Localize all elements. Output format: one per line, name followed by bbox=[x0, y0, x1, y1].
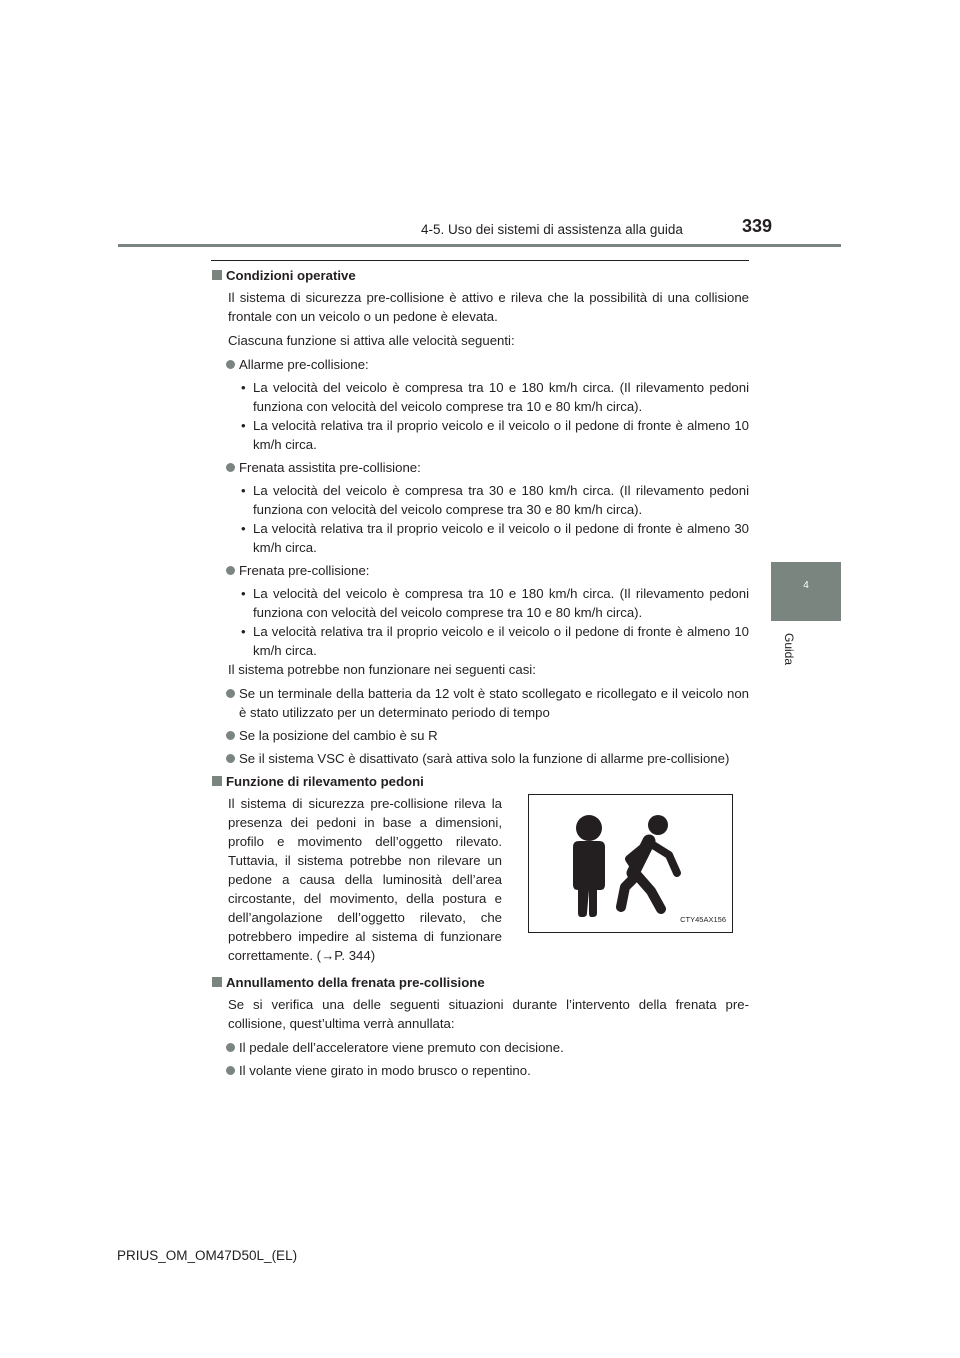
conditions-title: Condizioni operative bbox=[226, 268, 356, 283]
round-bullet-icon bbox=[226, 689, 235, 698]
alarm-item: • La velocità del veicolo è compresa tra 10 e 180 km/h circa. (Il rilevamento pedoni funziona con velocità del veicolo comprese tra 10 e 80 km/h circa). bbox=[241, 380, 749, 414]
conditions-heading bbox=[211, 266, 749, 285]
pedestrian-figure bbox=[528, 794, 733, 933]
brake-item: • La velocità relativa tra il proprio veicolo e il veicolo o il pedone di fronte è almeno 10 km/h circa. bbox=[241, 624, 749, 658]
brake-group bbox=[211, 561, 749, 660]
not-working-item bbox=[211, 749, 749, 768]
figure-code: CTY45AX156 bbox=[680, 915, 726, 924]
header-rule bbox=[118, 244, 841, 247]
page-number: 339 bbox=[742, 216, 773, 236]
alarm-group bbox=[211, 355, 749, 454]
chapter-tab-label-wrap bbox=[782, 633, 802, 677]
round-bullet-icon bbox=[226, 1043, 235, 1052]
cancel-item bbox=[211, 1038, 749, 1057]
assist-label bbox=[211, 458, 749, 477]
assist-item: • La velocità relativa tra il proprio veicolo e il veicolo o il pedone di fronte è almeno 30 km/h circa. bbox=[241, 521, 749, 555]
pedestrian-text: Il sistema di sicurezza pre-collisione rileva la presenza dei pedoni in base a dimensioni, profilo e movimento dell’oggetto rilevato. Tuttavia, il sistema potrebbe non rilevare un pedone a causa della luminosità dell’area circostante, del movimento, della postura e dell’angolazione dell’oggetto rilevato, che potrebbero impedire al sistema di funzionare correttamente. (→P. 344) bbox=[228, 796, 502, 963]
assist-item-text: La velocità relativa tra il proprio veicolo e il veicolo o il pedone di fronte è almeno 30 km/h circa. bbox=[253, 521, 749, 555]
cancel-item-text: Il pedale dell’acceleratore viene premuto con decisione. bbox=[239, 1040, 564, 1055]
alarm-label-text: Allarme pre-collisione: bbox=[239, 357, 369, 372]
square-bullet-icon bbox=[212, 776, 222, 786]
alarm-item: • La velocità relativa tra il proprio veicolo e il veicolo o il pedone di fronte è almeno 10 km/h circa. bbox=[241, 418, 749, 452]
standing-pedestrian-icon bbox=[573, 815, 605, 917]
alarm-item-text: La velocità relativa tra il proprio veicolo e il veicolo o il pedone di fronte è almeno 10 km/h circa. bbox=[253, 418, 749, 452]
pedestrian-title: Funzione di rilevamento pedoni bbox=[226, 774, 424, 789]
assist-label-text: Frenata assistita pre-collisione: bbox=[239, 460, 421, 475]
round-bullet-icon bbox=[226, 731, 235, 740]
walking-pedestrian-icon bbox=[621, 815, 677, 909]
chapter-tab-number: 4 bbox=[803, 580, 809, 591]
assist-item: • La velocità del veicolo è compresa tra 30 e 180 km/h circa. (Il rilevamento pedoni funziona con velocità del veicolo comprese tra 30 e 80 km/h circa). bbox=[241, 483, 749, 517]
not-working-text: Se il sistema VSC è disattivato (sarà attiva solo la funzione di allarme pre-collisione) bbox=[239, 751, 730, 766]
assist-group bbox=[211, 458, 749, 557]
round-bullet-icon bbox=[226, 1066, 235, 1075]
brake-label-text: Frenata pre-collisione: bbox=[239, 563, 370, 578]
not-working-intro: Il sistema potrebbe non funzionare nei seguenti casi: bbox=[228, 662, 536, 677]
cancel-item bbox=[211, 1061, 749, 1080]
chapter-tab-label: Guida bbox=[782, 633, 796, 666]
speeds-intro: Ciascuna funzione si attiva alle velocità seguenti: bbox=[228, 333, 515, 348]
footer-doc-code: PRIUS_OM_OM47D50L_(EL) bbox=[117, 1248, 298, 1263]
not-working-item bbox=[211, 684, 749, 722]
round-bullet-icon bbox=[226, 754, 235, 763]
cancel-title: Annullamento della frenata pre-collisione bbox=[226, 975, 485, 990]
brake-item-text: La velocità relativa tra il proprio veicolo e il veicolo o il pedone di fronte è almeno 10 km/h circa. bbox=[253, 624, 749, 658]
section-title: 4-5. Uso dei sistemi di assistenza alla guida bbox=[421, 222, 683, 237]
alarm-label bbox=[211, 355, 749, 374]
pedestrian-heading bbox=[211, 772, 749, 791]
round-bullet-icon bbox=[226, 566, 235, 575]
chapter-tab bbox=[771, 562, 841, 621]
brake-item: • La velocità del veicolo è compresa tra 10 e 180 km/h circa. (Il rilevamento pedoni funziona con velocità del veicolo comprese tra 10 e 80 km/h circa). bbox=[241, 586, 749, 620]
square-bullet-icon bbox=[212, 977, 222, 987]
not-working-item bbox=[211, 726, 749, 745]
page-content bbox=[211, 266, 749, 1084]
cancel-item-text: Il volante viene girato in modo brusco o repentino. bbox=[239, 1063, 531, 1078]
conditions-intro: Il sistema di sicurezza pre-collisione è attivo e rileva che la possibilità di una collisione frontale con un veicolo o un pedone è elevata. bbox=[228, 290, 749, 324]
brake-item-text: La velocità del veicolo è compresa tra 10 e 180 km/h circa. (Il rilevamento pedoni funziona con velocità del veicolo comprese tra 10 e 80 km/h circa). bbox=[253, 586, 749, 620]
section-divider bbox=[211, 260, 749, 261]
not-working-text: Se un terminale della batteria da 12 volt è stato scollegato e ricollegato e il veicolo non è stato utilizzato per un determinato periodo di tempo bbox=[239, 686, 749, 720]
not-working-text: Se la posizione del cambio è su R bbox=[239, 728, 438, 743]
round-bullet-icon bbox=[226, 360, 235, 369]
round-bullet-icon bbox=[226, 463, 235, 472]
assist-item-text: La velocità del veicolo è compresa tra 30 e 180 km/h circa. (Il rilevamento pedoni funziona con velocità del veicolo comprese tra 30 e 80 km/h circa). bbox=[253, 483, 749, 517]
pedestrian-section bbox=[211, 794, 749, 966]
brake-label bbox=[211, 561, 749, 580]
cancel-heading bbox=[211, 973, 749, 992]
alarm-item-text: La velocità del veicolo è compresa tra 10 e 180 km/h circa. (Il rilevamento pedoni funziona con velocità del veicolo comprese tra 10 e 80 km/h circa). bbox=[253, 380, 749, 414]
square-bullet-icon bbox=[212, 270, 222, 280]
cancel-intro: Se si verifica una delle seguenti situazioni durante l’intervento della frenata pre-collisione, quest’ultima verrà annullata: bbox=[228, 997, 749, 1031]
